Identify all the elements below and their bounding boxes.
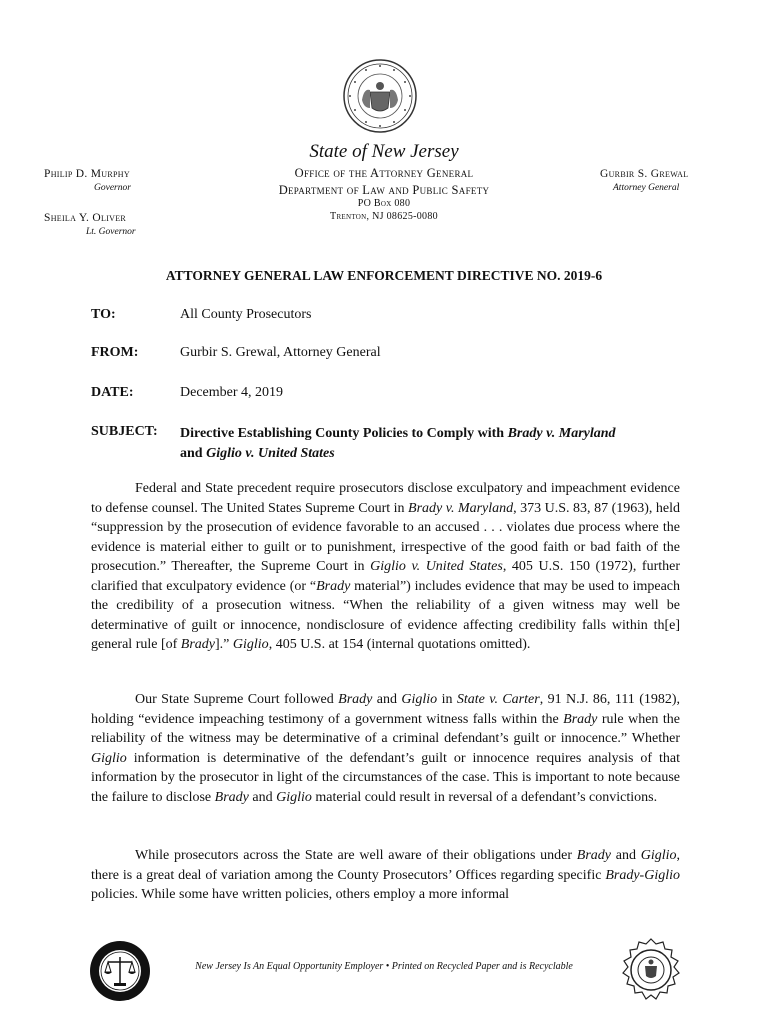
lt-governor-role: Lt. Governor — [86, 227, 136, 237]
from-value: Gurbir S. Grewal, Attorney General — [180, 345, 381, 360]
date-label: DATE: — [91, 385, 134, 400]
subject-value: Directive Establishing County Policies to Comply with Brady v. Maryland and Giglio v. United States — [180, 426, 616, 461]
governor-role: Governor — [94, 183, 131, 193]
paragraph-1: Federal and State precedent require prosecutors disclose exculpatory and impeachment evidence to defense counsel. The United States Supreme Court in Brady v. Maryland, 373 U.S. 83, 87 (1963), held “suppression by the prosecution of evidence favorable to an accused . . . violates due process where the evidence is material either to guilt or to punishment, irrespective of the good faith or bad faith of the prosecution.” Thereafter, the Supreme Court in Giglio v. United States, 405 U.S. 150 (1972), further clarified that exculpatory evidence (or “Brady material”) includes evidence that may be used to impeach the credibility of a prosecution witness. “When the reliability of a given witness may well be determinative of guilt or innocence, nondisclosure of evidence affecting credibility falls within th[e] general rule [of Brady].” Giglio, 405 U.S. at 154 (internal quotations omitted). — [91, 481, 681, 652]
governor-name: Philip D. Murphy — [44, 168, 130, 180]
date-value: December 4, 2019 — [180, 385, 284, 400]
paragraph-2: Our State Supreme Court followed Brady and Giglio in State v. Carter, 91 N.J. 86, 111 (1982), holding “evidence impeaching testimony of a government witness falls within the Brady rule when the reliability of the witness may be determinative of a criminal defendant’s guilt or innocence.” Whether Giglio information is determinative of the defendant’s guilt or innocence requires analysis of that information by the prosecutor in light of the circumstances of the case. This is important to note because the failure to disclose Brady and Giglio material could result in reversal of a defendant’s convictions. — [91, 692, 681, 805]
directive-title: ATTORNEY GENERAL LAW ENFORCEMENT DIRECTIVE NO. 2019-6 — [165, 268, 603, 283]
to-label: TO: — [91, 307, 116, 322]
lt-governor-name: Sheila Y. Oliver — [44, 212, 127, 224]
office-name: Office of the Attorney General — [294, 166, 474, 180]
badge-seal-icon — [620, 938, 682, 1002]
subject-label: SUBJECT: — [91, 424, 158, 439]
attorney-general-role: Attorney General — [613, 183, 680, 193]
state-title: State of New Jersey — [309, 141, 459, 162]
department-name: Department of Law and Public Safety — [278, 183, 490, 197]
to-value: All County Prosecutors — [180, 307, 312, 322]
paragraph-3: While prosecutors across the State are well aware of their obligations under Brady and Giglio, there is a great deal of variation among the County Prosecutors’ Offices regarding specific Brady-Giglio policies. While some have written policies, others employ a more informal — [91, 848, 680, 902]
footer-text: New Jersey Is An Equal Opportunity Employer • Printed on Recycled Paper and is Recyclable — [195, 961, 573, 972]
po-box: PO Box 080 — [357, 198, 411, 209]
state-seal-icon — [342, 58, 418, 134]
from-label: FROM: — [91, 345, 139, 360]
attorney-general-name: Gurbir S. Grewal — [600, 168, 689, 180]
city-address: Trenton, NJ 08625-0080 — [330, 211, 438, 222]
